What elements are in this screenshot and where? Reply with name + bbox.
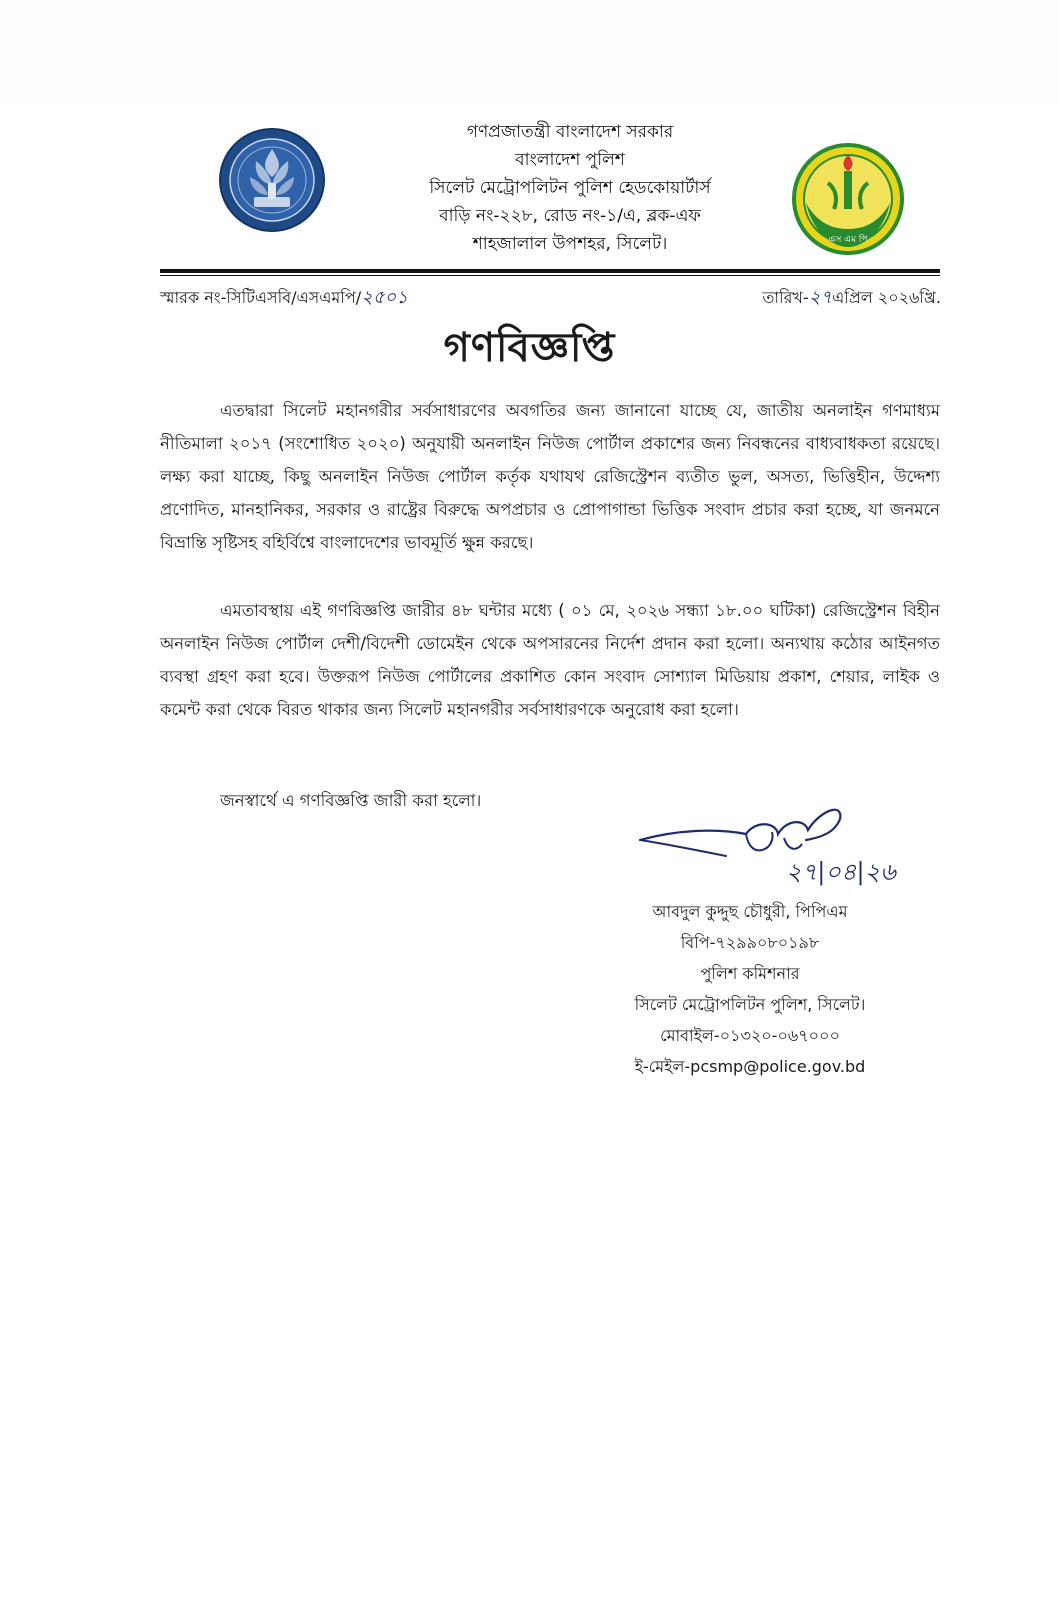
date-suffix: এপ্রিল ২০২৬খ্রি. bbox=[832, 288, 941, 307]
signatory-bp-number: বিপি-৭২৯৯০৮০১৯৮ bbox=[680, 933, 820, 952]
signatory-designation: পুলিশ কমিশনার bbox=[700, 964, 800, 983]
signature-date: ২৭|০৪|২৬ bbox=[786, 858, 896, 886]
memo-prefix: স্মারক নং-সিটিএসবি/এসএমপি/ bbox=[160, 288, 362, 307]
notice-title: গণবিজ্ঞপ্তি bbox=[443, 325, 616, 371]
handwritten-signature bbox=[636, 800, 906, 890]
sylhet-metropolitan-police-emblem-icon bbox=[792, 143, 904, 255]
letterhead-government: গণপ্রজাতন্ত্রী বাংলাদেশ সরকার bbox=[466, 122, 674, 142]
body-paragraph-3-text: জনস্বার্থে এ গণবিজ্ঞপ্তি জারী করা হলো। bbox=[220, 791, 482, 810]
date-prefix: তারিখ- bbox=[762, 288, 809, 307]
signatory-mobile: মোবাইল-০১৩২০-০৬৭০০০ bbox=[660, 1026, 840, 1045]
letterhead-address-line2: শাহজালাল উপশহর, সিলেট। bbox=[472, 234, 668, 254]
letterhead-department: বাংলাদেশ পুলিশ bbox=[515, 150, 625, 170]
memo-number bbox=[160, 283, 408, 314]
signatory-name: আবদুল কুদ্দুছ চৌধুরী, পিপিএম bbox=[652, 902, 848, 921]
letterhead-address-line1: বাড়ি নং-২২৮, রোড নং-১/এ, ব্লক-এফ bbox=[439, 206, 701, 226]
body-paragraph-1 bbox=[160, 394, 940, 559]
date-handwritten-day: ২৭ bbox=[808, 287, 833, 308]
smp-emblem-text: এস এম পি bbox=[828, 235, 868, 245]
signatory-block bbox=[560, 896, 940, 1082]
signatory-email: ই-মেইল-pcsmp@police.gov.bd bbox=[634, 1057, 866, 1076]
body-paragraph-2-text: এমতাবস্থায় এই গণবিজ্ঞপ্তি জারীর ৪৮ ঘন্টার মধ্যে ( ০১ মে, ২০২৬ সন্ধ্যা ১৮.০০ ঘটিকা) রেজিস্ট্রেশন বিহীন অনলাইন নিউজ পোর্টাল দেশী/বিদেশী ডোমেইন থেকে অপসারনের নির্দেশ প্রদান করা হলো। অন্যথায় কঠোর আইনগত ব্যবস্থা গ্রহণ করা হবে। উক্তরূপ নিউজ পোর্টালের প্রকাশিত কোন সংবাদ সোশ্যাল মিডিয়ায় প্রকাশ, শেয়ার, লাইক ও কমেন্ট করা থেকে বিরত থাকার জন্য সিলেট মহানগরীর সর্বসাধারণকে অনুরোধ করা হলো। bbox=[160, 601, 940, 719]
letterhead bbox=[360, 118, 780, 258]
letterhead-office: সিলেট মেট্রোপলিটন পুলিশ হেডকোয়ার্টার্স bbox=[429, 178, 711, 198]
body-paragraph-2 bbox=[160, 594, 940, 726]
body-paragraph-1-text: এতদ্বারা সিলেট মহানগরীর সর্বসাধারণের অবগতির জন্য জানানো যাচ্ছে যে, জাতীয় অনলাইন গণমাধ্যম নীতিমালা ২০১৭ (সংশোধিত ২০২০) অনুযায়ী অনলাইন নিউজ পোর্টাল প্রকাশের জন্য নিবন্ধনের বাধ্যবাধকতা রয়েছে। লক্ষ্য করা যাচ্ছে, কিছু অনলাইন নিউজ পোর্টাল কর্তৃক যথাযথ রেজিস্ট্রেশন ব্যতীত ভুল, অসত্য, ভিত্তিহীন, উদ্দেশ্য প্রণোদিত, মানহানিকর, সরকার ও রাষ্ট্রের বিরুদ্ধে অপপ্রচার ও প্রোপাগান্ডা ভিত্তিক সংবাদ প্রচার করা হচ্ছে, যা জনমনে বিভ্রান্তি সৃষ্টিসহ বহির্বিশ্বে বাংলাদেশের ভাবমূর্তি ক্ষুন্ন করছে। bbox=[160, 401, 940, 552]
bangladesh-police-emblem-icon bbox=[218, 127, 326, 233]
header-divider bbox=[160, 269, 940, 273]
memo-handwritten-number: ২৫০১ bbox=[361, 287, 408, 308]
issue-date bbox=[762, 283, 941, 314]
header-divider-thin bbox=[160, 275, 940, 276]
signatory-office: সিলেট মেট্রোপলিটন পুলিশ, সিলেট। bbox=[634, 995, 866, 1014]
